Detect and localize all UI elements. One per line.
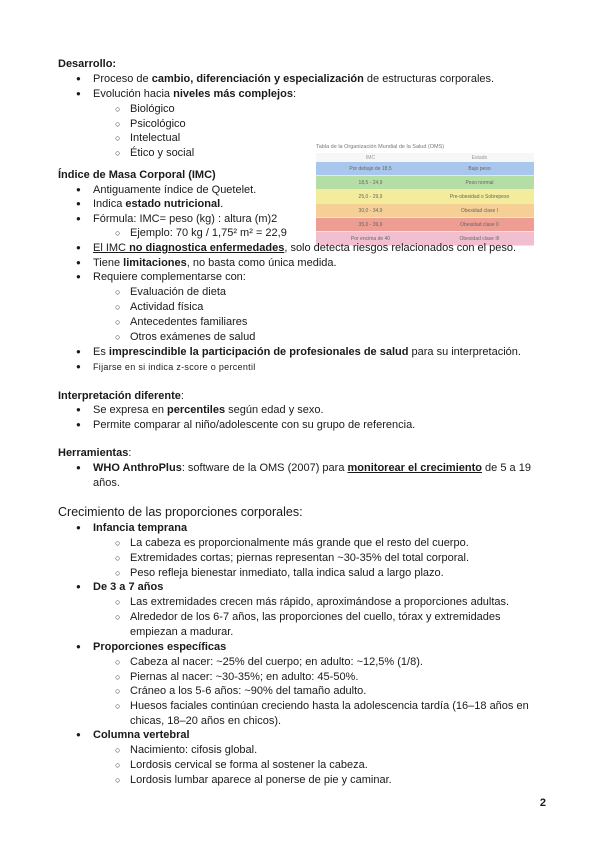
list-subitem: ○ Piernas al nacer: ~30-35%; en adulto: 45-50%. [130, 670, 358, 684]
list-item-continuation: años. [93, 477, 120, 489]
list-item: ● Fijarse en si indica z-score o percentil [93, 360, 256, 374]
table-header-cell: Estado [425, 153, 534, 163]
list-item: ● Fórmula: IMC= peso (kg) : altura (m)2 [93, 212, 277, 226]
list-item: ● El IMC no diagnostica enfermedades, solo detecta riesgos relacionados con el peso. [93, 241, 516, 255]
list-subitem: ○ Cráneo a los 5-6 años: ~90% del tamaño adulto. [130, 684, 366, 698]
list-subitem: ○ Extremidades cortas; piernas representan ~30-35% del total corporal. [130, 551, 469, 565]
table-header-row [316, 153, 534, 162]
list-item: ● Tiene limitaciones, no basta como única medida. [93, 256, 337, 270]
list-item: ● Es imprescindible la participación de profesionales de salud para su interpretación. [93, 345, 521, 359]
table-cell-imc: 35,0 - 39,9 [316, 218, 425, 232]
list-subitem-continuation: empiezan a madurar. [130, 626, 234, 638]
list-subitem: ○ Alrededor de los 6-7 años, las proporciones del cuello, tórax y extremidades [130, 610, 501, 624]
table-cell-estado: Obesidad clase III [425, 232, 534, 246]
table-cell-imc: 18,5 - 24,9 [316, 176, 425, 190]
table-cell-imc: Por encima de 40 [316, 232, 425, 246]
table-row [316, 176, 534, 190]
list-subitem: ○ La cabeza es proporcionalmente más grande que el resto del cuerpo. [130, 536, 469, 550]
table-cell-imc: 25,0 - 29,9 [316, 190, 425, 204]
list-item: ● Antiguamente índice de Quetelet. [93, 183, 256, 197]
list-subitem: ○ Psicológico [130, 117, 186, 131]
list-subitem: ○ Ejemplo: 70 kg / 1,75² m² = 22,9 [130, 226, 287, 240]
list-item: ● Permite comparar al niño/adolescente con su grupo de referencia. [93, 418, 415, 432]
table-header-cell: IMC [316, 153, 425, 163]
list-item-heading: ● Columna vertebral [93, 728, 190, 742]
list-subitem: ○ Evaluación de dieta [130, 285, 226, 299]
page-number: 2 [539, 797, 546, 809]
list-subitem: ○ Antecedentes familiares [130, 315, 247, 329]
table-cell-estado: Peso normal [425, 176, 534, 190]
table-row [316, 190, 534, 204]
section-title-imc: Índice de Masa Corporal (IMC) [58, 169, 216, 181]
section-title-crecimiento: Crecimiento de las proporciones corporales: [58, 505, 303, 519]
list-subitem: ○ Otros exámenes de salud [130, 330, 255, 344]
section-title-herramientas: Herramientas: [58, 447, 132, 459]
bmi-table [316, 153, 534, 246]
list-subitem: ○ Biológico [130, 102, 175, 116]
list-item: ● WHO AnthroPlus: software de la OMS (2007) para monitorear el crecimiento de 5 a 19 [93, 461, 531, 475]
list-item: ● Indica estado nutricional. [93, 197, 223, 211]
table-cell-imc: Por debajo de 18,5 [316, 162, 425, 176]
table-row [316, 204, 534, 218]
list-subitem-continuation: chicas, 18–20 años en chicos). [130, 715, 282, 727]
list-subitem: ○ Nacimiento: cifosis global. [130, 743, 257, 757]
table-cell-estado: Pre-obesidad o Sobrepeso [425, 190, 534, 204]
list-item: ● Evolución hacia niveles más complejos: [93, 87, 296, 101]
table-row [316, 162, 534, 176]
list-subitem: ○ Actividad física [130, 300, 203, 314]
list-item-heading: ● De 3 a 7 años [93, 580, 163, 594]
table-cell-imc: 30,0 - 34,9 [316, 204, 425, 218]
section-title-interpretacion: Interpretación diferente: [58, 390, 184, 402]
table-cell-estado: Obesidad clase II [425, 218, 534, 232]
section-title-desarrollo: Desarrollo: [58, 58, 117, 70]
table-row [316, 218, 534, 232]
bmi-table-title: Tabla de la Organización Mundial de la Salud (OMS) [316, 144, 445, 150]
list-item: ● Proceso de cambio, diferenciación y especialización de estructuras corporales. [93, 72, 494, 86]
list-subitem: ○ Lordosis lumbar aparece al ponerse de pie y caminar. [130, 773, 392, 787]
list-subitem: ○ Lordosis cervical se forma al sostener la cabeza. [130, 758, 368, 772]
list-subitem: ○ Las extremidades crecen más rápido, aproximándose a proporciones adultas. [130, 595, 509, 609]
table-cell-estado: Bajo peso [425, 162, 534, 176]
list-item: ● Requiere complementarse con: [93, 270, 246, 284]
list-item-heading: ● Proporciones específicas [93, 640, 226, 654]
list-item-heading: ● Infancia temprana [93, 521, 187, 535]
table-cell-estado: Obesidad clase I [425, 204, 534, 218]
list-subitem: ○ Ético y social [130, 146, 194, 160]
list-subitem: ○ Intelectual [130, 131, 180, 145]
list-subitem: ○ Peso refleja bienestar inmediato, talla indica salud a largo plazo. [130, 566, 444, 580]
list-subitem: ○ Cabeza al nacer: ~25% del cuerpo; en adulto: ~12,5% (1/8). [130, 655, 423, 669]
list-item: ● Se expresa en percentiles según edad y sexo. [93, 403, 324, 417]
list-subitem: ○ Huesos faciales continúan creciendo hasta la adolescencia tardía (16–18 años en [130, 699, 529, 713]
